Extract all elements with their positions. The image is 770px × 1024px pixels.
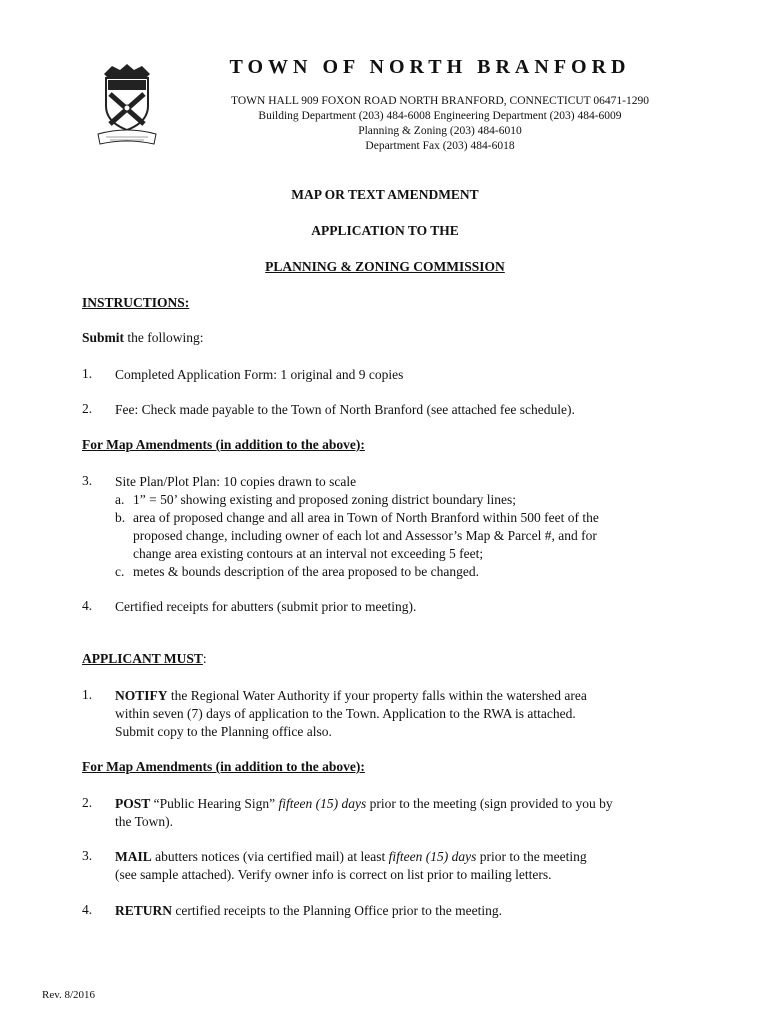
instruction-1-number: 1. xyxy=(82,366,93,381)
instruction-4-number: 4. xyxy=(82,598,93,613)
instructions-heading: INSTRUCTIONS: xyxy=(82,295,190,310)
applicant-must-heading: APPLICANT MUST: xyxy=(82,651,207,666)
map-amendments-heading-2: For Map Amendments (in addition to the above): xyxy=(82,759,365,774)
instruction-1-text: Completed Application Form: 1 original and 9 copies xyxy=(115,367,404,382)
building-engineering-phones: Building Department (203) 484-6008 Engineering Department (203) 484-6009 xyxy=(258,110,622,122)
instruction-3b: b. area of proposed change and all area in Town of North Branford within 500 feet of the proposed change, including owner of each lot and Assessor’s Map & Parcel #, and for change area existing contours at an interval not exceeding 5 feet; xyxy=(115,510,599,561)
instruction-3-text: Site Plan/Plot Plan: 10 copies drawn to scale xyxy=(115,474,357,489)
town-address: TOWN HALL 909 FOXON ROAD NORTH BRANFORD, CONNECTICUT 06471-1290 xyxy=(231,95,649,107)
doc-title-line1: MAP OR TEXT AMENDMENT xyxy=(291,187,479,202)
instruction-3-number: 3. xyxy=(82,473,93,488)
submit-line: Submit the following: xyxy=(82,330,204,345)
applicant-3-text: MAIL abutters notices (via certified mail) at least fifteen (15) days prior to the meeting (see sample attached). Verify owner info is correct on list prior to mailing letters. xyxy=(115,849,587,882)
doc-title-line3: PLANNING & ZONING COMMISSION xyxy=(265,259,505,274)
instruction-4-text: Certified receipts for abutters (submit prior to meeting). xyxy=(115,599,417,614)
instruction-2-text: Fee: Check made payable to the Town of North Branford (see attached fee schedule). xyxy=(115,402,575,417)
map-amendments-heading-1: For Map Amendments (in addition to the above): xyxy=(82,437,365,452)
town-seal xyxy=(96,60,158,152)
instruction-2-number: 2. xyxy=(82,401,93,416)
town-title: TOWN OF NORTH BRANFORD xyxy=(229,56,631,78)
doc-title-line2: APPLICATION TO THE xyxy=(311,223,459,238)
applicant-1-number: 1. xyxy=(82,687,93,702)
planning-phone: Planning & Zoning (203) 484-6010 xyxy=(358,125,522,137)
instruction-3c: c. metes & bounds description of the area proposed to be changed. xyxy=(115,564,480,579)
applicant-2-number: 2. xyxy=(82,795,93,810)
revision-date: Rev. 8/2016 xyxy=(42,989,96,1001)
instruction-3a: a. 1” = 50’ showing existing and proposed zoning district boundary lines; xyxy=(115,492,517,507)
applicant-4-number: 4. xyxy=(82,902,93,917)
department-fax: Department Fax (203) 484-6018 xyxy=(365,140,515,152)
applicant-4-text: RETURN certified receipts to the Planning Office prior to the meeting. xyxy=(115,903,503,918)
applicant-2-text: POST “Public Hearing Sign” fifteen (15) days prior to the meeting (sign provided to you by the Town). xyxy=(115,796,613,829)
applicant-3-number: 3. xyxy=(82,848,93,863)
applicant-1-text: NOTIFY the Regional Water Authority if your property falls within the watershed area within seven (7) days of application to the Town. Application to the RWA is attached. Submit copy to the Planning office also. xyxy=(115,688,587,739)
